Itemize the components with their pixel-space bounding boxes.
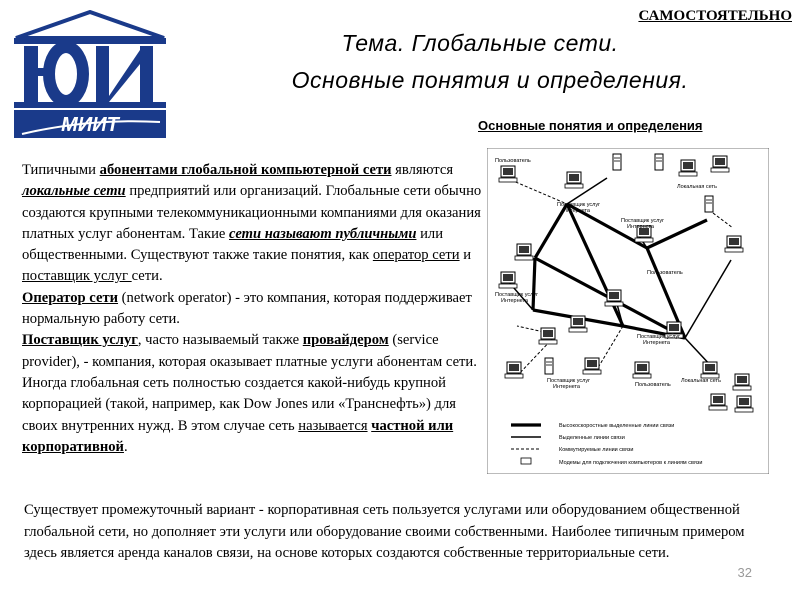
- bottom-paragraph: Существует промежуточный вариант - корпоративная сеть пользуется услугами или оборудованием общественной глобальной сети, но дополняет эти услуги или оборудование своими собственными. Наиболее типичным примером здесь является аренда каналов связи, на основе которых создаются собственные территориальные сети.: [24, 502, 745, 562]
- main-text: Типичными абонентами глобальной компьютерной сети являются локальные сети предприятий или организаций. Глобальные сети обычно создаются крупными телекоммуникационными компаниями для оказания платных услуг абонентам. Такие сети называют публичными или общественными. Существуют также такие понятия, как оператор сети и поставщик услуг сети. Оператор сети (network operator) - это компания, которая поддерживает нормальную работу сети. Поставщик услуг, часто называемый также провайдером (service provider), - компания, которая оказывает платные услуги абонентам сети. Иногда глобальная сеть полностью создается какой-нибудь крупной корпорацией (такой, например, как Dow Jones или «Транснефть») для своих внутренних нужд. В этом случае сеть называется частной или корпоративной.: [22, 162, 482, 455]
- svg-text:Коммутируемые линии связи: Коммутируемые линии связи: [559, 447, 634, 453]
- svg-text:Интернета: Интернета: [563, 208, 590, 214]
- page-subtitle: Основные понятия и определения.: [291, 67, 689, 93]
- svg-text:Поставщик услуг: Поставщик услуг: [495, 292, 539, 298]
- term-subscribers: абонентами глобальной компьютерной сети: [99, 162, 392, 178]
- svg-text:Поставщик услуг: Поставщик услуг: [637, 334, 681, 340]
- def-network-operator: Оператор сети: [22, 289, 119, 306]
- miit-logo: [10, 10, 170, 140]
- slide-number: 32: [737, 565, 752, 580]
- term-network-operator: оператор сети: [372, 247, 460, 264]
- page-title: Тема. Глобальные сети.: [341, 30, 619, 56]
- svg-text:Поставщик услуг: Поставщик услуг: [557, 202, 601, 208]
- svg-text:Выделенные линии связи: Выделенные линии связи: [559, 435, 625, 441]
- network-diagram: [487, 148, 769, 474]
- svg-text:Интернета: Интернета: [501, 298, 528, 304]
- corner-label: САМОСТОЯТЕЛЬНО: [638, 8, 792, 24]
- svg-text:Пользователь: Пользователь: [635, 382, 671, 388]
- label-local-net-top: Локальная сеть: [677, 184, 717, 190]
- def-service-provider: Поставщик услуг: [22, 332, 138, 349]
- svg-text:Высокоскоростные выделенные ли: Высокоскоростные выделенные линии связи: [559, 423, 675, 429]
- svg-text:Поставщик услуг: Поставщик услуг: [621, 218, 665, 224]
- svg-text:Модемы для подключения компьют: Модемы для подключения компьютеров к линиям связи: [559, 460, 703, 466]
- term-private-network: частной или корпоративной: [22, 417, 454, 455]
- term-service-provider: поставщик услуг: [22, 268, 132, 285]
- svg-text:Интернета: Интернета: [643, 340, 670, 346]
- svg-text:Интернета: Интернета: [627, 224, 654, 230]
- term-local-networks: локальные сети: [22, 183, 126, 200]
- svg-text:Поставщик услуг: Поставщик услуг: [547, 378, 591, 384]
- label-user-top: Пользователь: [495, 158, 531, 164]
- term-public-networks: сети называют публичными: [229, 225, 417, 242]
- logo-text: МИИТ: [61, 114, 119, 136]
- section-heading: Основные понятия и определения: [478, 118, 703, 133]
- label-user-mid: Пользователь: [647, 270, 683, 276]
- svg-text:Интернета: Интернета: [553, 384, 580, 390]
- term-provider: провайдером: [302, 332, 389, 349]
- label-local-net-bottom: Локальная сеть: [681, 378, 721, 384]
